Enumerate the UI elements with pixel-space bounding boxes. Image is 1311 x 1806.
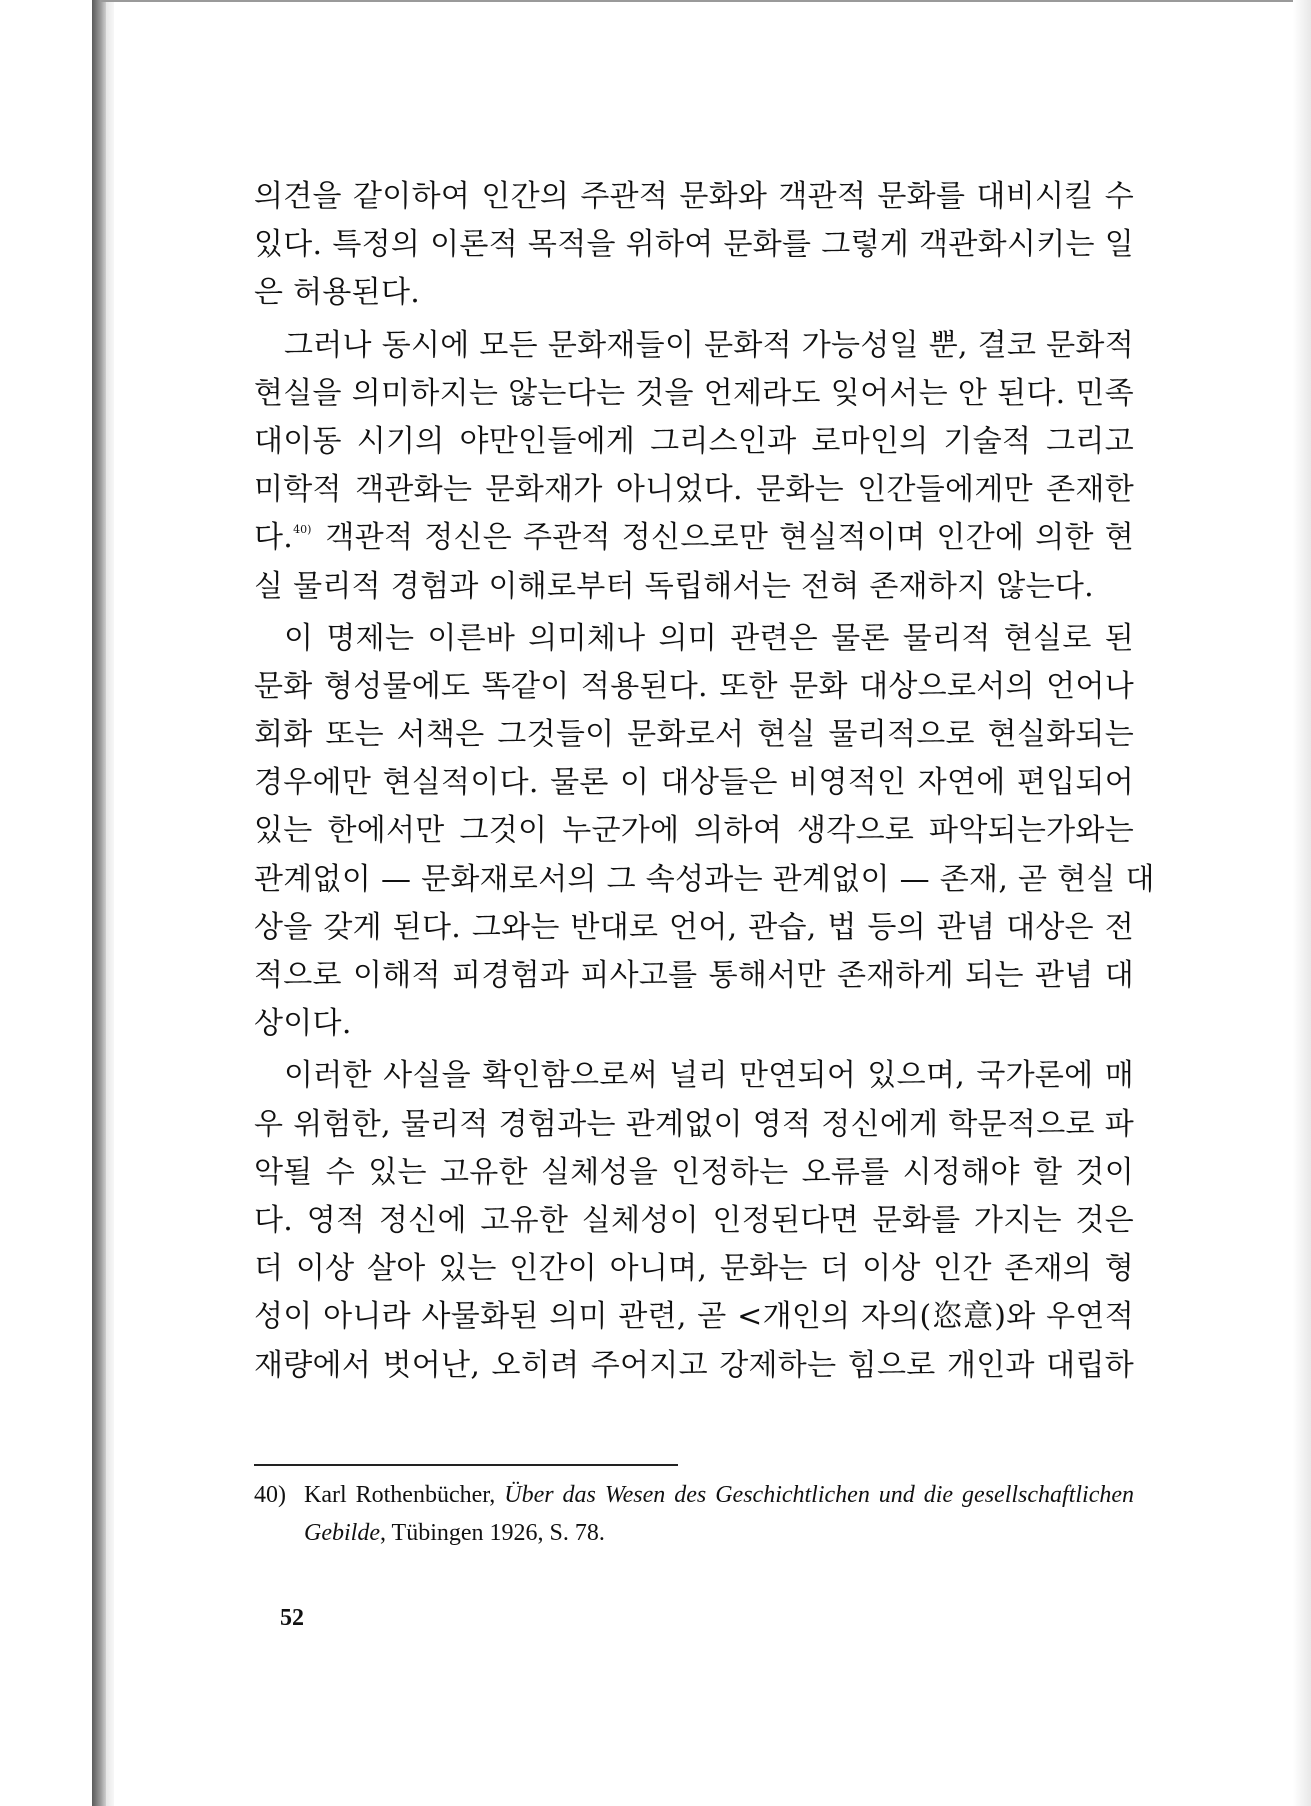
- text-line: 상이다.: [254, 1006, 352, 1042]
- text-line: 있는 한에서만 그것이 누군가에 의하여 생각으로 파악되는가와는: [254, 813, 1134, 849]
- footnote-divider: [254, 1464, 678, 1466]
- text-line: 현실을 의미하지는 않는다는 것을 언제라도 잊어서는 안 된다. 민족: [254, 375, 1134, 411]
- footnote-number: 40): [254, 1482, 286, 1508]
- text-line: 다. 영적 정신에 고유한 실체성이 인정된다면 문화를 가지는 것은: [254, 1202, 1134, 1238]
- text-line: 대이동 시기의 야만인들에게 그리스인과 로마인의 기술적 그리고: [254, 423, 1134, 459]
- text-line: 상을 갖게 된다. 그와는 반대로 언어, 관습, 법 등의 관념 대상은 전: [254, 909, 1134, 945]
- text-fragment: 다.: [254, 520, 294, 556]
- text-line: 미학적 객관화는 문화재가 아니었다. 문화는 인간들에게만 존재한: [254, 472, 1134, 508]
- footnote: [254, 1476, 1134, 1552]
- footnote-publication: , Tübingen 1926, S. 78.: [379, 1520, 605, 1546]
- page-right-shadow: [1293, 0, 1311, 1806]
- footnote-title: Über das Wesen des Geschichtlichen und die gesellschaftlichen Gebilde: [304, 1482, 1134, 1546]
- text-line: 재량에서 벗어난, 오히려 주어지고 강제하는 힘으로 개인과 대립하: [254, 1347, 1134, 1383]
- text-fragment: 객관적 정신은 주관적 정신으로만 현실적이며 인간에 의한 현: [325, 520, 1134, 556]
- footnote-text: [304, 1476, 1134, 1552]
- text-line-with-footnote: [254, 514, 1134, 562]
- body-text: [254, 173, 1155, 1390]
- text-line: 이러한 사실을 확인함으로써 널리 만연되어 있으며, 국가론에 매: [284, 1058, 1134, 1094]
- text-line: 은 허용된다.: [254, 275, 421, 311]
- text-line: 이 명제는 이른바 의미체나 의미 관련은 물론 물리적 현실로 된: [284, 620, 1134, 656]
- text-line: 회화 또는 서책은 그것들이 문화로서 현실 물리적으로 현실화되는: [254, 717, 1134, 753]
- text-line: 있다. 특정의 이론적 목적을 위하여 문화를 그렇게 객관화시키는 일: [254, 227, 1134, 263]
- text-line: 더 이상 살아 있는 인간이 아니며, 문화는 더 이상 인간 존재의 형: [254, 1251, 1134, 1287]
- text-line: 우 위험한, 물리적 경험과는 관계없이 영적 정신에게 학문적으로 파: [254, 1106, 1134, 1142]
- text-line: 적으로 이해적 피경험과 피사고를 통해서만 존재하게 되는 관념 대: [254, 958, 1134, 993]
- page-number: 52: [280, 1605, 304, 1631]
- footnote-author: Karl Rothenbücher,: [304, 1482, 496, 1508]
- footnote-reference: 40): [293, 523, 312, 537]
- text-line: 실 물리적 경험과 이해로부터 독립해서는 전혀 존재하지 않는다.: [254, 568, 1094, 604]
- text-line: 악될 수 있는 고유한 실체성을 인정하는 오류를 시정해야 할 것이: [254, 1154, 1134, 1190]
- text-line: 의견을 같이하여 인간의 주관적 문화와 객관적 문화를 대비시킬 수: [254, 179, 1134, 214]
- text-line: 경우에만 현실적이다. 물론 이 대상들은 비영적인 자연에 편입되어: [254, 765, 1134, 801]
- text-line: 그러나 동시에 모든 문화재들이 문화적 가능성일 뿐, 결코 문화적: [284, 327, 1134, 363]
- book-page-edge: [106, 0, 114, 1806]
- text-line: 문화 형성물에도 똑같이 적용된다. 또한 문화 대상으로서의 언어나: [254, 668, 1134, 704]
- book-spine-edge: [92, 0, 106, 1806]
- text-line: 관계없이 — 문화재로서의 그 속성과는 관계없이 — 존재, 곧 현실 대: [254, 861, 1155, 897]
- text-line: 성이 아니라 사물화된 의미 관련, 곧 <개인의 자의(恣意)와 우연적: [254, 1299, 1134, 1335]
